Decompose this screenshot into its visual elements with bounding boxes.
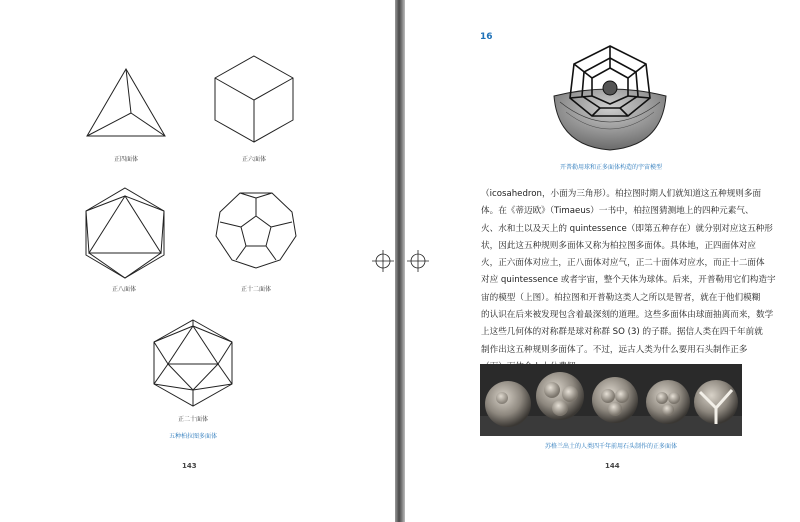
body-line: 宙的模型（上图）。柏拉图和开普勒这类人之所以是智者，就在于他们模糊 [481,292,761,303]
body-line: 上这些几何体的对称群是球对称群 SO (3) 的子群。据信人类在四千年前就 [481,327,763,338]
body-line: 对应 quintessence 或者宇宙，整个天体为球体。后来，开普勒用它们构造宇 [481,275,776,286]
body-line: 火、水和土以及天上的 quintessence（即第五种存在）就分别对应这五种形 [481,223,773,234]
book-gutter [395,0,405,522]
body-line: 的认识在后来被发现包含着最深刻的道理。这些多面体由球面抽离而来，数学 [481,310,774,321]
body-line: 制作出这五种规则多面体了。不过，远古人类为什么要用石头制作正多 [481,344,748,355]
tetrahedron-drawing [84,66,168,140]
caption-tetrahedron: 正四面体 [113,156,138,163]
page-number-left: 143 [182,462,197,470]
body-line: （icosahedron，小面为三角形）。柏拉图时期人们就知道这五种规则多面 [481,189,762,199]
caption-dodecahedron: 正十二面体 [240,286,271,293]
octahedron-drawing [84,186,166,280]
caption-octahedron: 正八面体 [111,286,136,293]
caption-icosahedron: 正二十面体 [177,416,208,423]
dodecahedron-drawing [214,190,298,270]
registration-mark-left [372,250,394,272]
top-figure-caption: 开普勒用球和正多面体构造的宇宙模型 [559,164,662,171]
carved-stone-balls-photo [480,364,742,436]
left-page [0,0,395,522]
body-line: 体。在《蒂迈欧》（Timaeus）一书中，柏拉图猜测地上的四种元素气、 [481,206,754,217]
body-text [481,186,776,376]
page-number-right: 144 [605,462,620,470]
cube-drawing [212,54,296,144]
right-page [405,0,800,522]
kepler-cosmic-model-illustration [550,42,670,154]
chapter-number: 16 [480,32,493,42]
registration-mark-right [407,250,429,272]
body-line: 状，因此这五种规则多面体又称为柏拉图多面体。具体地，正四面体对应 [481,240,757,251]
caption-cube: 正六面体 [241,156,266,163]
body-line: 火，正六面体对应土，正八面体对应气，正二十面体对应水，而正十二面体 [481,258,765,269]
icosahedron-drawing [150,318,236,408]
figure-caption: 五种柏拉图多面体 [168,433,217,440]
bottom-photo-caption: 苏格兰出土的人类四千年前用石头制作的正多面体 [544,443,677,450]
